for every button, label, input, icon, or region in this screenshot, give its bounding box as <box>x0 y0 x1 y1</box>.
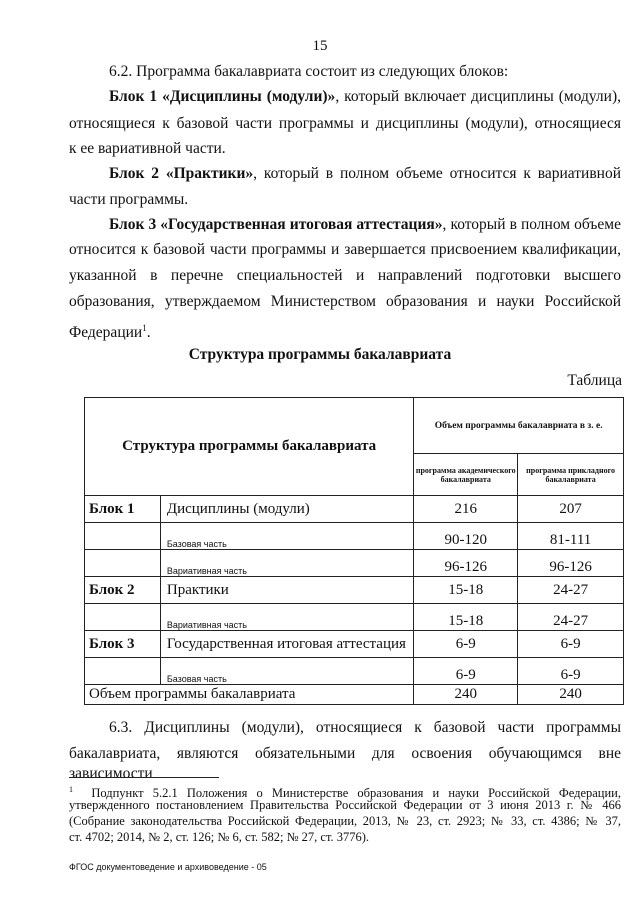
block3-line3: указанной в перечне специальностей и направлений подготовки высшего <box>69 267 621 284</box>
para63-line1: 6.3. Дисциплины (модули), относящиеся к базовой части программы <box>109 719 621 736</box>
table-title: Структура программы бакалавриата <box>188 346 452 363</box>
table-row <box>85 577 624 604</box>
row-name: Вариативная часть <box>160 550 413 577</box>
row-block <box>85 523 161 550</box>
table-row <box>85 496 624 523</box>
row-name: Базовая часть <box>160 658 413 685</box>
row-academic: 6-9 <box>414 658 518 685</box>
total-academic: 240 <box>414 685 518 705</box>
block3-line2: относится к базовой части программы и завершается присвоением квалификации, <box>69 241 621 258</box>
table-row <box>85 658 624 685</box>
block1-line2: относящиеся к базовой части программы и дисциплины (модули), относящиеся <box>69 115 621 132</box>
row-academic: 6-9 <box>414 631 518 658</box>
header-volume: Объем программы бакалавриата в з. е. <box>414 398 624 454</box>
table-row <box>85 550 624 577</box>
structure-table <box>84 397 624 705</box>
block2-line1: Блок 2 «Практики», который в полном объеме относится к вариативной <box>109 165 621 182</box>
total-applied: 240 <box>518 685 624 705</box>
block3-title: Блок 3 «Государственная итоговая аттестация» <box>109 216 443 233</box>
footnote-line3: (Собрание законодательства Российской Федерации, 2013, № 23, ст. 2923; № 33, ст. 4386; № 37, <box>69 814 621 828</box>
row-applied: 6-9 <box>518 631 624 658</box>
row-applied: 207 <box>518 496 624 523</box>
page-footer: ФГОС документоведение и архивоведение - 05 <box>69 862 267 872</box>
row-block: Блок 1 <box>85 496 161 523</box>
row-name: Практики <box>160 577 413 604</box>
page-number: 15 <box>312 38 328 54</box>
header-structure: Структура программы бакалавриата <box>85 398 414 496</box>
block2-line2: части программы. <box>69 191 189 208</box>
table-row <box>85 631 624 658</box>
header-academic: программа академического бакалавриата <box>414 454 518 496</box>
block3-line1: Блок 3 «Государственная итоговая аттестация», который в полном объеме <box>109 216 621 233</box>
intro-paragraph: 6.2. Программа бакалавриата состоит из следующих блоков: <box>109 63 509 80</box>
header-applied: программа прикладного бакалавриата <box>518 454 624 496</box>
row-name: Дисциплины (модули) <box>160 496 413 523</box>
row-block: Блок 3 <box>85 631 161 658</box>
block1-line1: Блок 1 «Дисциплины (модули)», который включает дисциплины (модули), <box>109 88 621 105</box>
row-block <box>85 658 161 685</box>
row-academic: 15-18 <box>414 577 518 604</box>
total-label: Объем программы бакалавриата <box>85 685 414 705</box>
para63-line2: бакалавриата, являются обязательными для освоения обучающимся вне зависимости <box>69 745 621 782</box>
row-applied: 96-126 <box>518 550 624 577</box>
row-name: Вариативная часть <box>160 604 413 631</box>
footnote-ref: 1 <box>142 323 147 333</box>
row-applied: 24-27 <box>518 604 624 631</box>
block1-line3: к ее вариативной части. <box>69 140 226 157</box>
block1-title: Блок 1 «Дисциплины (модули)» <box>109 88 336 105</box>
footnote-line2: утвержденного постановлением Правительства Российской Федерации от 3 июня 2013 г. № 466 <box>69 798 621 812</box>
footnote-line4: ст. 4702; 2014, № 2, ст. 126; № 6, ст. 582; № 27, ст. 3776). <box>69 830 370 844</box>
row-block <box>85 604 161 631</box>
row-academic: 90-120 <box>414 523 518 550</box>
row-applied: 6-9 <box>518 658 624 685</box>
table-row <box>85 523 624 550</box>
row-academic: 216 <box>414 496 518 523</box>
block3-line4: образования, утверждаемом Министерством образования и науки Российской <box>69 293 621 310</box>
row-block: Блок 2 <box>85 577 161 604</box>
block2-title: Блок 2 «Практики» <box>109 165 254 182</box>
table-label: Таблица <box>567 372 622 389</box>
block3-line5: Федерации$^1$. <box>69 323 151 342</box>
row-academic: 96-126 <box>414 550 518 577</box>
row-name: Базовая часть <box>160 523 413 550</box>
row-block <box>85 550 161 577</box>
footnote-divider <box>69 777 219 778</box>
table-row <box>85 604 624 631</box>
row-applied: 81-111 <box>518 523 624 550</box>
row-name: Государственная итоговая аттестация <box>160 631 413 658</box>
footnote-line1: $^1$ Подпункт 5.2.1 Положения о Министерстве образования и науки Российской Федерации, <box>69 785 621 801</box>
row-applied: 24-27 <box>518 577 624 604</box>
row-academic: 15-18 <box>414 604 518 631</box>
